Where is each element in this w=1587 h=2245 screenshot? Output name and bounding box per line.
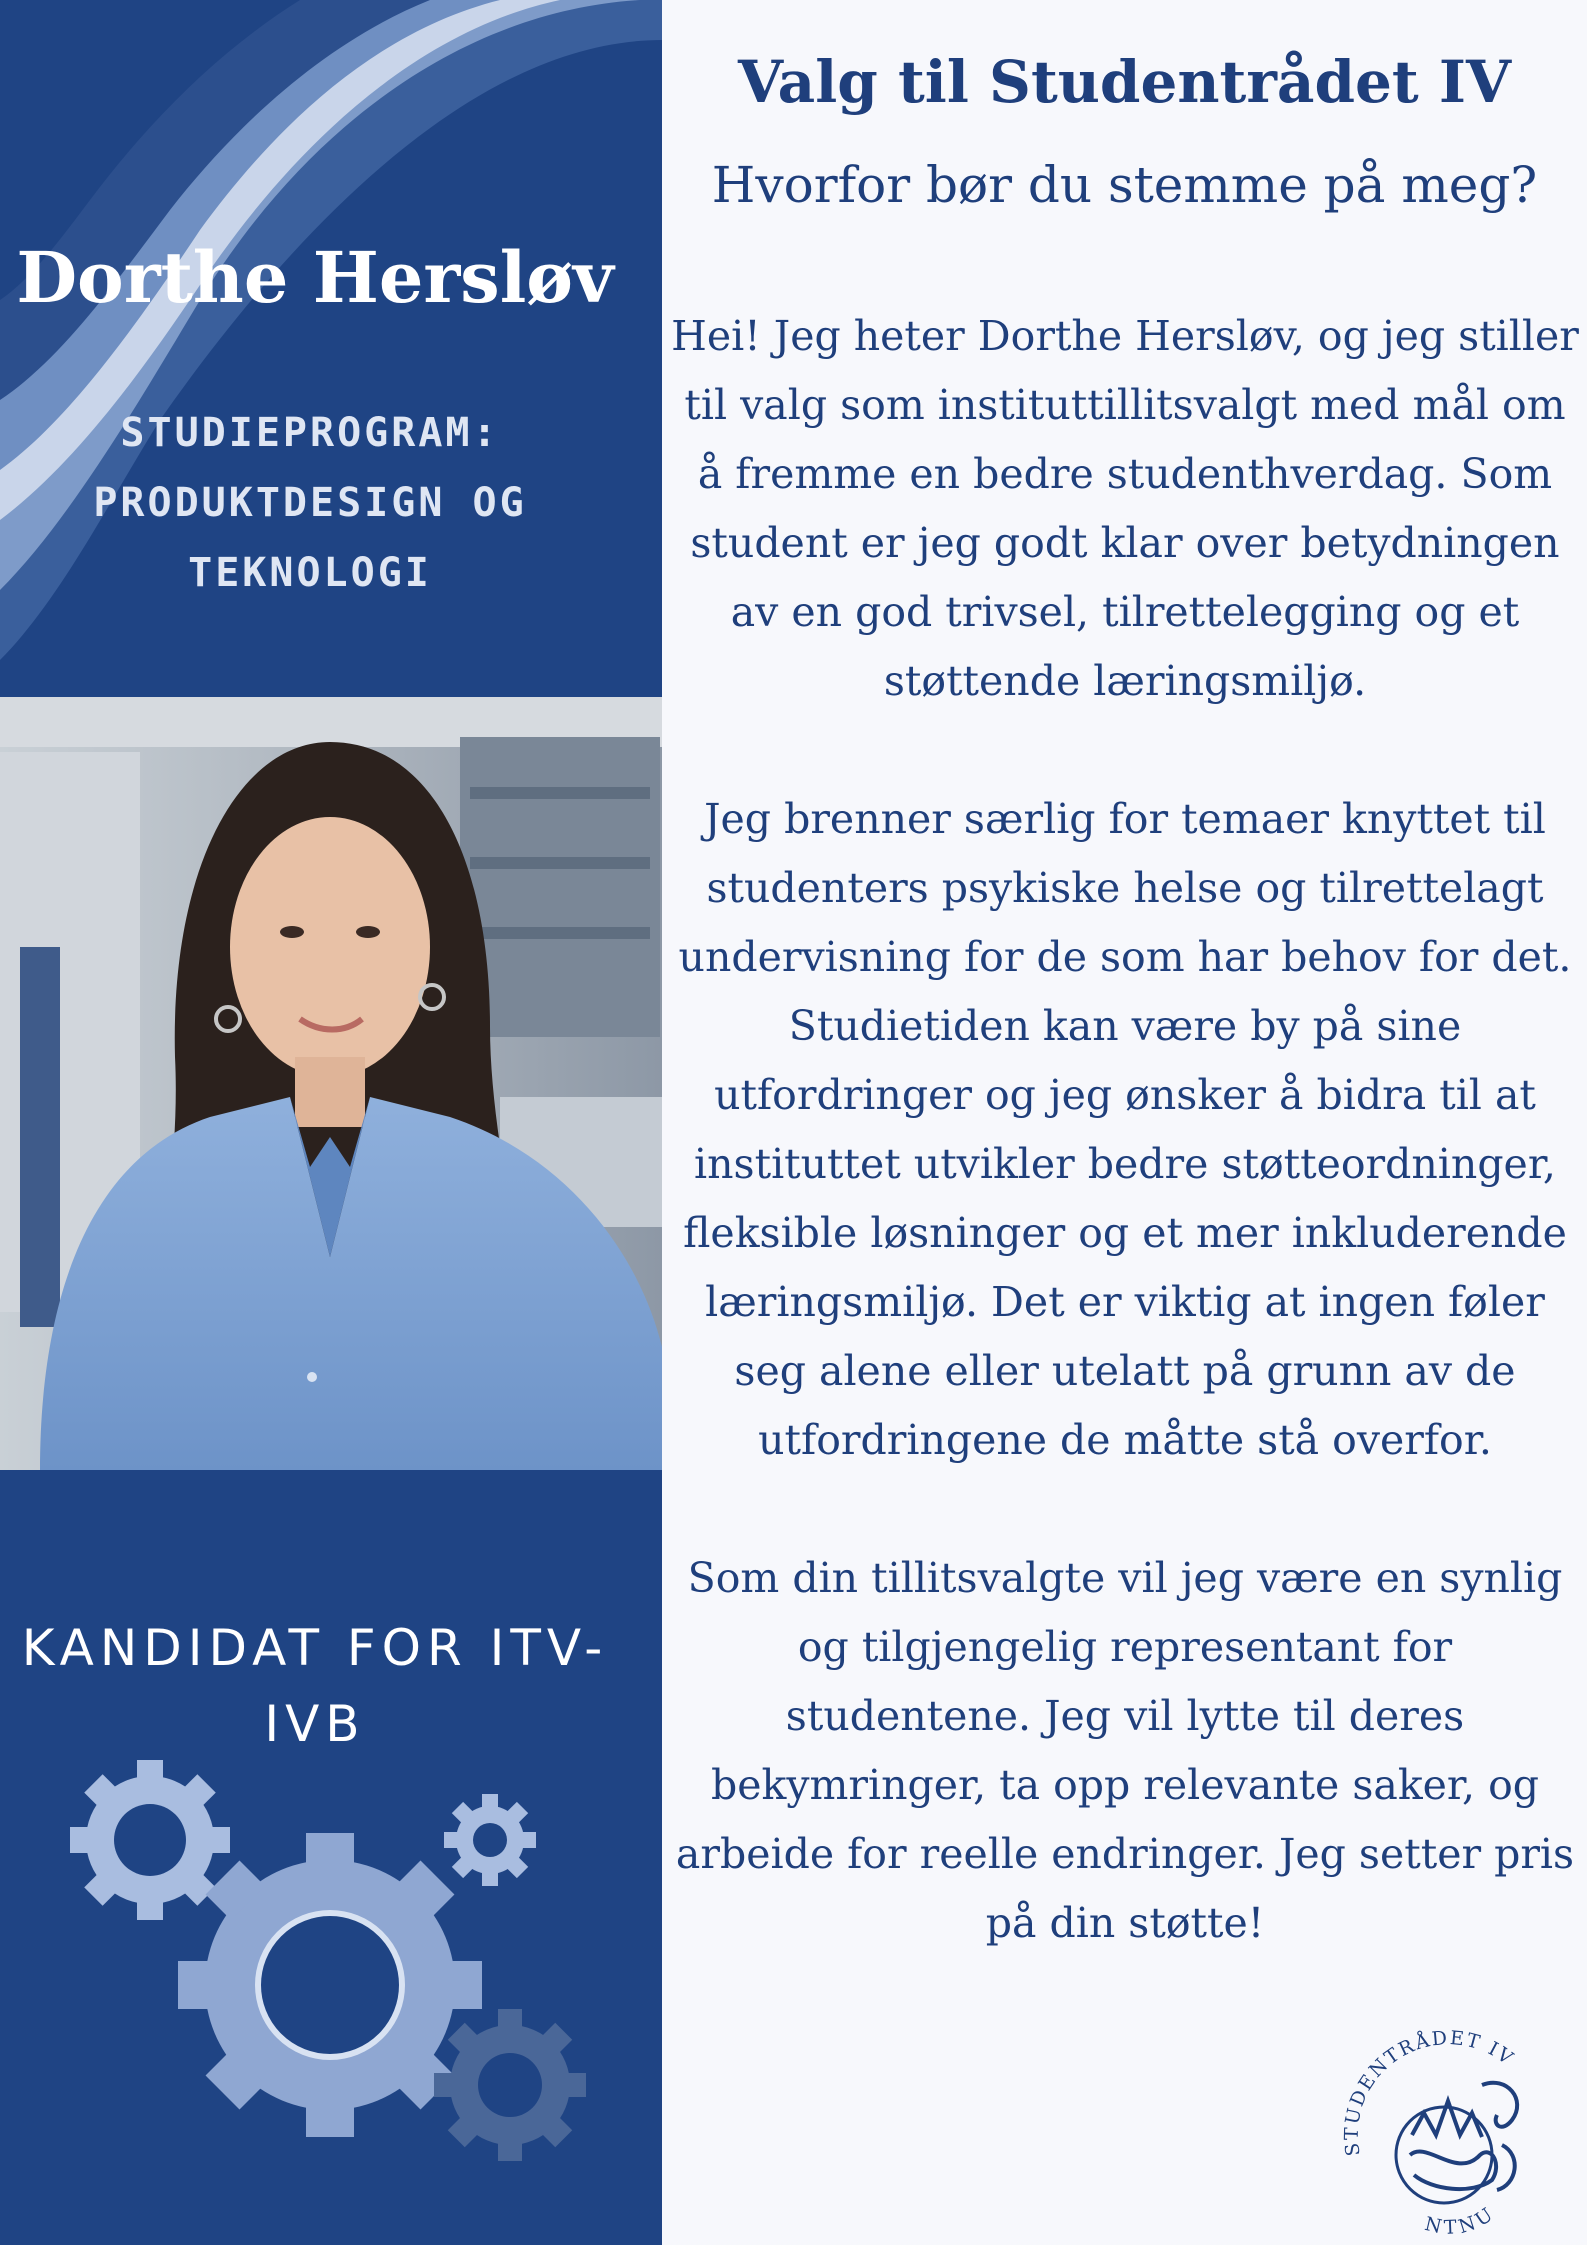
candidate-name: Dorthe Hersløv bbox=[16, 236, 614, 319]
statement-paragraph: Som din tillitsvalgte vil jeg være en synlig og tilgjengelig representant for studentene. Jeg vil lytte til deres bekymringer, ta opp relevante saker, og arbeide for reelle endringer. Jeg setter pris på din støtte! bbox=[675, 1554, 1575, 1947]
portrait-illustration bbox=[0, 697, 662, 1470]
right-panel bbox=[662, 0, 1587, 2245]
statement-paragraph: Jeg brenner særlig for temaer knyttet til studenters psykiske helse og tilrettelagt undervisning for de som har behov for det. Studietiden kan være by på sine utfordringer og jeg ønsker å bidra til at instituttet utvikler bedre støtteordninger, fleksible løsninger og et mer inkluderende læringsmiljø. Det er viktig at ingen føler seg alene eller utelatt på grunn av de utfordringene de måtte stå overfor. bbox=[678, 795, 1572, 1464]
studentradet-seal-logo bbox=[1332, 2005, 1562, 2240]
gear-icon bbox=[70, 1760, 230, 1920]
gear-icon bbox=[444, 1794, 536, 1886]
left-panel bbox=[0, 0, 662, 2245]
study-program: STUDIEPROGRAM: PRODUKTDESIGN OG TEKNOLOGI bbox=[93, 410, 527, 596]
gear-icon bbox=[434, 2009, 586, 2161]
gears-illustration bbox=[60, 1740, 620, 2180]
candidate-photo bbox=[0, 697, 662, 1470]
statement-text bbox=[670, 302, 1580, 2027]
statement-paragraph: Hei! Jeg heter Dorthe Hersløv, og jeg stiller til valg som instituttillitsvalgt med mål om å fremme en bedre studenthverdag. Som student er jeg godt klar over betydningen av en god trivsel, tilrettelegging og et støttende læringsmiljø. bbox=[671, 312, 1579, 705]
page-title: Valg til Studentrådet IV bbox=[737, 48, 1512, 116]
svg-text:STUDENTRÅDET IV: STUDENTRÅDET IV bbox=[1340, 2026, 1519, 2158]
svg-text:NTNU: NTNU bbox=[1422, 2201, 1501, 2239]
candidacy-label: KANDIDAT FOR ITV-IVB bbox=[21, 1619, 609, 1753]
page-subtitle: Hvorfor bør du stemme på meg? bbox=[711, 156, 1538, 214]
